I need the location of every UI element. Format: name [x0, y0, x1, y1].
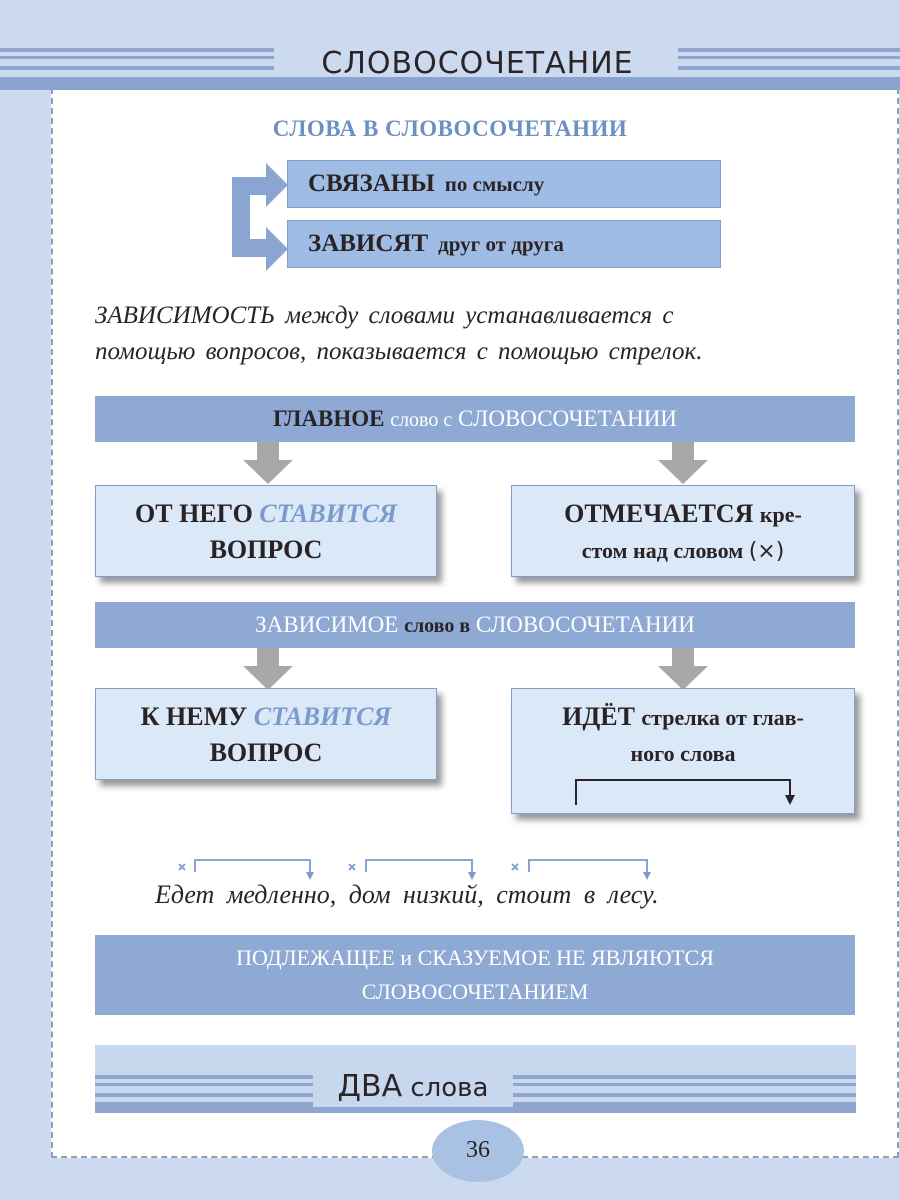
page-number: 36 — [432, 1120, 524, 1182]
banner-text: СЛОВОСОЧЕТАНИИ — [457, 406, 677, 431]
down-arrow-icon — [658, 442, 708, 484]
item-bold: СВЯЗАНЫ — [308, 170, 435, 197]
section-title: СЛОВА В СЛОВОСОЧЕТАНИИ — [272, 116, 628, 141]
item-bold: ЗАВИСЯТ — [308, 230, 429, 257]
footer-section-header — [95, 1045, 856, 1113]
card-text: ВОПРОС — [209, 738, 323, 767]
card-text: ного слова — [630, 741, 736, 766]
page-title: СЛОВОСОЧЕТАНИЕ — [321, 46, 634, 81]
down-arrow-icon — [243, 442, 293, 484]
down-arrow-icon — [243, 648, 293, 690]
card-accent: СТАВИТСЯ — [259, 499, 397, 528]
card-text: стом над словом — [581, 538, 744, 563]
paragraph-line: ЗАВИСИМОСТЬ между словами устанавливается с — [95, 302, 674, 329]
example-sentence: Едет медленно, дом низкий, стоит в лесу. — [155, 880, 659, 909]
note-text: ПОДЛЕЖАЩЕЕ — [236, 945, 395, 970]
main-word-cross-card — [511, 485, 855, 577]
card-text: стрелка от глав- — [641, 705, 804, 730]
banner-text: слово с — [390, 409, 453, 431]
card-text: кре- — [759, 502, 802, 527]
banner-keyword: ЗАВИСИМОЕ — [255, 612, 399, 637]
header-stripe — [0, 66, 274, 70]
card-text: ОТ НЕГО — [135, 499, 253, 528]
footer-title-bold: ДВА — [337, 1069, 403, 1104]
card-text: К НЕМУ — [140, 702, 248, 731]
card-accent: СТАВИТСЯ — [253, 702, 392, 731]
page-header — [0, 44, 900, 90]
card-text: ВОПРОС — [209, 535, 323, 564]
header-stripe — [0, 56, 274, 59]
bracket-arrow-icon — [232, 163, 292, 271]
paragraph-line: помощью вопросов, показывается с помощью стрелок. — [95, 338, 703, 365]
dependent-word-arrow-card — [511, 688, 855, 814]
note-text: и — [400, 945, 413, 970]
note-text: СЛОВОСОЧЕТАНИЕМ — [361, 979, 589, 1004]
main-word-question-card — [95, 485, 437, 577]
footer-title — [313, 1067, 513, 1107]
dependency-arrow-icon — [574, 777, 800, 807]
item-rest: по смыслу — [444, 171, 545, 196]
item-rest: друг от друга — [438, 231, 564, 256]
main-word-banner — [95, 396, 855, 442]
card-text: ИДЁТ — [562, 702, 635, 731]
cross-symbol: (×) — [748, 539, 785, 564]
note-banner — [95, 935, 855, 1015]
header-stripe — [678, 56, 900, 59]
banner-text: слово в — [404, 615, 471, 637]
banner-keyword: ГЛАВНОЕ — [273, 406, 385, 431]
down-arrow-icon — [658, 648, 708, 690]
dependent-word-question-card — [95, 688, 437, 780]
footer-title-rest: слова — [410, 1073, 489, 1103]
dependency-paragraph — [95, 298, 865, 370]
header-stripe — [0, 48, 274, 52]
dependent-word-banner — [95, 602, 855, 648]
section-item-related — [287, 160, 721, 208]
header-stripe — [678, 66, 900, 70]
note-text: СКАЗУЕМОЕ НЕ ЯВЛЯЮТСЯ — [417, 945, 714, 970]
section-item-dependent — [287, 220, 721, 268]
header-stripe — [678, 48, 900, 52]
card-text: ОТМЕЧАЕТСЯ — [564, 499, 754, 528]
banner-text: СЛОВОСОЧЕТАНИИ — [475, 612, 695, 637]
